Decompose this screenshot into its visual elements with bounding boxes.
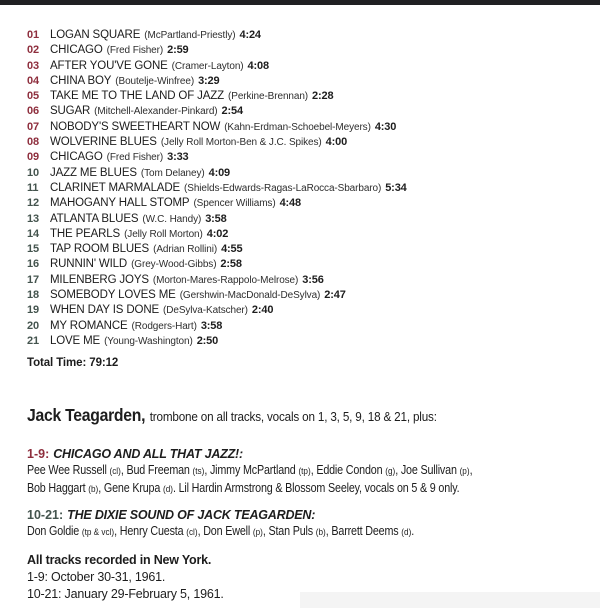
track-time: 3:33 bbox=[167, 151, 189, 164]
track-number: 04 bbox=[27, 74, 39, 87]
track-row bbox=[27, 28, 590, 43]
personnel-lines bbox=[27, 523, 590, 541]
track-time: 4:48 bbox=[279, 197, 301, 210]
personnel-line: Pee Wee Russell (cl), Bud Freeman (ts), Jimmy McPartland (tp), Eddie Condon (g), Joe Sullivan (p), bbox=[27, 463, 473, 478]
track-credit: (Cramer-Layton) bbox=[171, 60, 244, 72]
personnel-line: Don Goldie (tp & vcl), Henry Cuesta (cl), Don Ewell (p), Stan Puls (b), Barrett Deems (d). bbox=[27, 524, 415, 539]
track-row bbox=[27, 89, 590, 104]
track-row bbox=[27, 334, 590, 349]
track-time: 4:24 bbox=[239, 29, 261, 41]
track-credit: (Adrian Rollini) bbox=[153, 244, 218, 256]
track-time: 2:58 bbox=[220, 258, 242, 271]
track-title: TAKE ME TO THE LAND OF JAZZ bbox=[50, 90, 225, 103]
track-title: CHICAGO bbox=[50, 151, 103, 164]
recording-heading: All tracks recorded in New York. bbox=[27, 553, 212, 568]
track-row bbox=[27, 135, 590, 150]
track-number: 14 bbox=[27, 227, 39, 240]
track-time: 2:50 bbox=[196, 334, 219, 347]
instrument-abbr: (d) bbox=[401, 527, 412, 539]
track-time: 2:28 bbox=[312, 90, 334, 103]
personnel-line: Bob Haggart (b), Gene Krupa (d). Lil Hardin Armstrong & Blossom Seeley, vocals on 5 & 9 only. bbox=[27, 481, 460, 496]
track-number: 18 bbox=[27, 289, 39, 302]
instrument-abbr: (g) bbox=[385, 466, 396, 478]
track-credit: (McPartland-Priestly) bbox=[144, 30, 236, 41]
track-credit: (Boutelje-Winfree) bbox=[115, 75, 195, 87]
track-number: 06 bbox=[27, 105, 39, 118]
track-credit: (Tom Delaney) bbox=[140, 167, 205, 179]
track-row bbox=[27, 273, 590, 288]
track-time: 3:58 bbox=[205, 212, 227, 225]
track-row bbox=[27, 212, 590, 227]
track-row bbox=[27, 288, 590, 303]
track-credit: (Perkine-Brennan) bbox=[228, 91, 309, 103]
track-row bbox=[27, 166, 590, 181]
track-number: 08 bbox=[27, 136, 39, 149]
track-title: MAHOGANY HALL STOMP bbox=[50, 197, 190, 210]
instrument-abbr: (ts) bbox=[192, 466, 205, 478]
track-time: 4:55 bbox=[221, 243, 243, 256]
track-number: 11 bbox=[27, 181, 39, 194]
track-row bbox=[27, 257, 590, 272]
track-title: MY ROMANCE bbox=[50, 319, 128, 332]
track-row bbox=[27, 319, 590, 334]
track-number: 19 bbox=[27, 304, 39, 317]
track-list bbox=[27, 28, 590, 349]
track-title: CHINA BOY bbox=[50, 74, 112, 87]
track-credit: (Fred Fisher) bbox=[106, 152, 164, 164]
personnel-lines bbox=[27, 462, 590, 498]
track-row bbox=[27, 104, 590, 119]
track-title: CLARINET MARMALADE bbox=[50, 181, 181, 194]
track-title: AFTER YOU'VE GONE bbox=[50, 59, 168, 72]
track-time: 3:29 bbox=[198, 74, 220, 87]
section-title: THE DIXIE SOUND OF JACK TEAGARDEN: bbox=[67, 508, 316, 523]
track-number: 03 bbox=[27, 59, 39, 72]
track-time: 4:09 bbox=[208, 166, 231, 179]
track-credit: (Young-Washington) bbox=[104, 335, 193, 347]
track-time: 4:30 bbox=[374, 120, 397, 133]
sections-container bbox=[27, 446, 590, 541]
artist-line bbox=[27, 405, 534, 426]
track-credit: (Grey-Wood-Gibbs) bbox=[131, 259, 217, 271]
track-title: SOMEBODY LOVES ME bbox=[50, 289, 176, 302]
track-title: LOGAN SQUARE bbox=[50, 29, 141, 41]
track-time: 4:02 bbox=[206, 227, 229, 240]
track-title: ATLANTA BLUES bbox=[50, 212, 139, 225]
track-number: 12 bbox=[27, 197, 39, 210]
section-track-range: 1-9: bbox=[27, 447, 50, 462]
track-number: 15 bbox=[27, 243, 39, 256]
track-credit: (Rodgers-Hart) bbox=[131, 320, 197, 332]
track-time: 2:54 bbox=[221, 105, 243, 118]
track-credit: (Gershwin-MacDonald-DeSylva) bbox=[179, 290, 321, 302]
track-title: JAZZ ME BLUES bbox=[50, 166, 137, 179]
track-number: 05 bbox=[27, 90, 39, 103]
section-heading bbox=[27, 446, 590, 462]
recording-date-line: 1-9: October 30-31, 1961. bbox=[27, 570, 166, 585]
instrument-abbr: (tp & vcl) bbox=[81, 527, 115, 539]
track-title: TAP ROOM BLUES bbox=[50, 243, 150, 256]
track-row bbox=[27, 59, 590, 74]
track-time: 4:00 bbox=[325, 136, 348, 149]
track-row bbox=[27, 74, 590, 89]
track-time: 5:34 bbox=[385, 181, 407, 194]
track-title: THE PEARLS bbox=[50, 227, 121, 240]
track-row bbox=[27, 181, 590, 196]
instrument-abbr: (d) bbox=[162, 484, 173, 496]
track-credit: (Kahn-Erdman-Schoebel-Meyers) bbox=[224, 121, 371, 133]
track-title: RUNNIN' WILD bbox=[50, 258, 128, 271]
track-number: 09 bbox=[27, 151, 39, 164]
instrument-abbr: (cl) bbox=[186, 527, 198, 539]
track-credit: (W.C. Handy) bbox=[142, 213, 202, 225]
track-title: LOVE ME bbox=[50, 334, 101, 347]
artist-name: Jack Teagarden, bbox=[27, 405, 146, 426]
track-row bbox=[27, 242, 590, 257]
track-number: 17 bbox=[27, 273, 39, 286]
instrument-abbr: (tp) bbox=[298, 466, 311, 478]
track-row bbox=[27, 120, 590, 135]
track-number: 02 bbox=[27, 44, 39, 57]
instrument-abbr: (p) bbox=[252, 527, 263, 539]
track-number: 13 bbox=[27, 212, 39, 225]
track-time: 3:58 bbox=[200, 319, 223, 332]
track-title: WOLVERINE BLUES bbox=[50, 136, 157, 149]
instrument-abbr: (b) bbox=[315, 527, 326, 539]
recording-lines bbox=[27, 569, 590, 603]
track-credit: (Shields-Edwards-Ragas-LaRocca-Sbarbaro) bbox=[184, 182, 382, 194]
track-credit: (Jelly Roll Morton-Ben & J.C. Spikes) bbox=[160, 137, 322, 149]
instrument-abbr: (b) bbox=[88, 484, 99, 496]
track-row bbox=[27, 227, 590, 242]
recording-info bbox=[27, 552, 590, 603]
artist-description: trombone on all tracks, vocals on 1, 3, 5, 9, 18 & 21, plus: bbox=[149, 409, 437, 425]
instrument-abbr: (cl) bbox=[109, 466, 121, 478]
track-credit: (DeSylva-Katscher) bbox=[163, 305, 248, 317]
track-number: 01 bbox=[27, 29, 39, 41]
track-title: SUGAR bbox=[50, 105, 91, 118]
section-title: CHICAGO AND ALL THAT JAZZ!: bbox=[53, 447, 243, 462]
track-row bbox=[27, 303, 590, 318]
track-time: 2:47 bbox=[324, 289, 346, 302]
section-heading bbox=[27, 507, 590, 523]
track-credit: (Spencer Williams) bbox=[193, 198, 276, 210]
track-time: 3:56 bbox=[302, 273, 324, 286]
instrument-abbr: (p) bbox=[459, 466, 470, 478]
track-number: 21 bbox=[27, 334, 39, 347]
track-title: NOBODY'S SWEETHEART NOW bbox=[50, 120, 221, 133]
track-credit: (Morton-Mares-Rappolo-Melrose) bbox=[152, 274, 299, 286]
track-row bbox=[27, 43, 590, 58]
recording-date-line: 10-21: January 29-February 5, 1961. bbox=[27, 587, 224, 602]
track-title: WHEN DAY IS DONE bbox=[50, 304, 159, 317]
session-section bbox=[27, 507, 590, 541]
track-title: MILENBERG JOYS bbox=[50, 273, 149, 286]
total-time: Total Time: 79:12 bbox=[27, 357, 119, 370]
section-track-range: 10-21: bbox=[27, 508, 64, 523]
track-row bbox=[27, 196, 590, 211]
track-number: 16 bbox=[27, 258, 39, 271]
track-row bbox=[27, 150, 590, 165]
track-number: 20 bbox=[27, 319, 39, 332]
track-credit: (Fred Fisher) bbox=[106, 45, 164, 57]
track-time: 4:08 bbox=[247, 59, 269, 72]
track-credit: (Mitchell-Alexander-Pinkard) bbox=[94, 106, 218, 118]
track-time: 2:59 bbox=[167, 44, 189, 57]
track-title: CHICAGO bbox=[50, 44, 103, 57]
track-number: 07 bbox=[27, 120, 39, 133]
track-time: 2:40 bbox=[251, 304, 274, 317]
track-credit: (Jelly Roll Morton) bbox=[124, 228, 203, 240]
session-section bbox=[27, 446, 590, 498]
track-number: 10 bbox=[27, 166, 39, 179]
